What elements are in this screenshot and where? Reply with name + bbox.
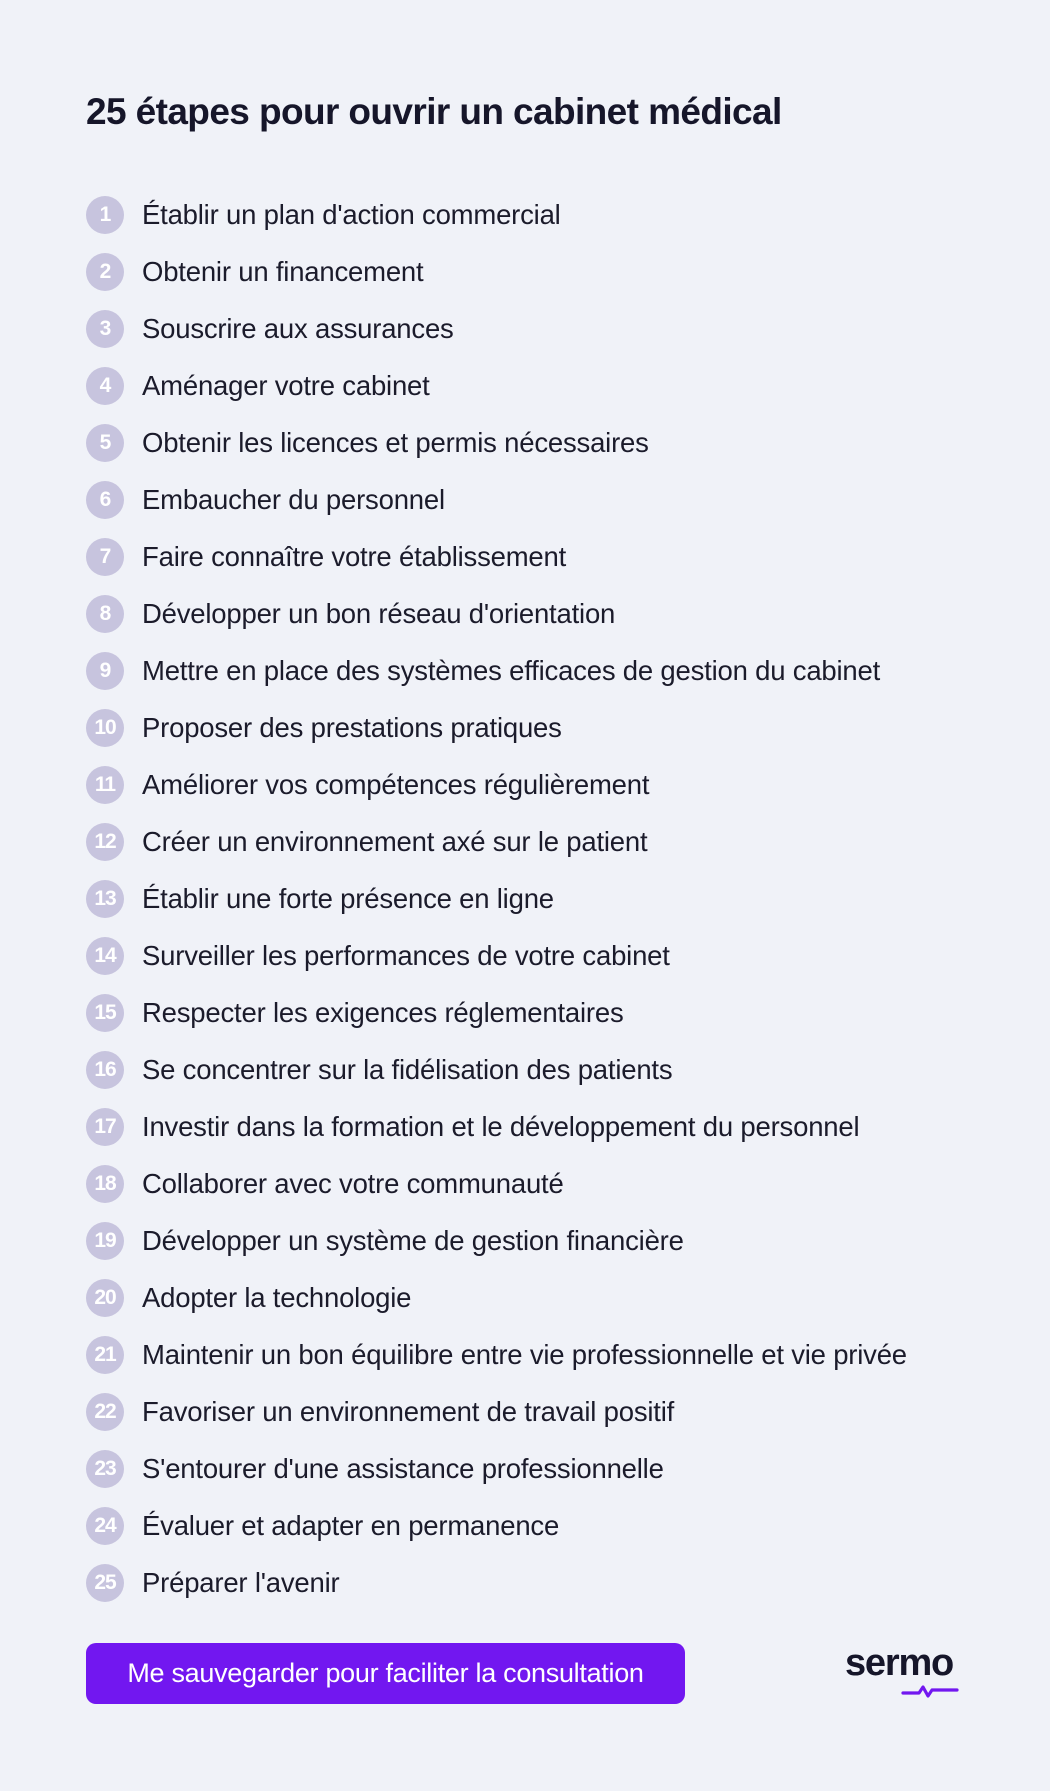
step-item <box>86 585 907 642</box>
step-number-badge: 3 <box>86 310 124 348</box>
steps-list <box>86 186 907 1611</box>
step-number-badge: 7 <box>86 538 124 576</box>
step-label: Investir dans la formation et le développement du personnel <box>142 1110 860 1142</box>
step-number-badge: 25 <box>86 1564 124 1602</box>
step-item <box>86 1554 907 1611</box>
step-item <box>86 870 907 927</box>
step-label: S'entourer d'une assistance professionnelle <box>142 1452 664 1484</box>
step-item <box>86 414 907 471</box>
step-item <box>86 471 907 528</box>
step-item <box>86 927 907 984</box>
step-item <box>86 1269 907 1326</box>
step-number-badge: 14 <box>86 937 124 975</box>
step-label: Respecter les exigences réglementaires <box>142 996 624 1028</box>
step-label: Créer un environnement axé sur le patient <box>142 825 648 857</box>
step-item <box>86 1212 907 1269</box>
step-label: Collaborer avec votre communauté <box>142 1167 564 1199</box>
step-number-badge: 18 <box>86 1165 124 1203</box>
step-number-badge: 8 <box>86 595 124 633</box>
step-number-badge: 10 <box>86 709 124 747</box>
step-number-badge: 17 <box>86 1108 124 1146</box>
step-label: Établir une forte présence en ligne <box>142 882 554 914</box>
step-item <box>86 1041 907 1098</box>
step-number-badge: 2 <box>86 253 124 291</box>
sermo-logo-icon <box>901 1684 959 1698</box>
step-number-badge: 12 <box>86 823 124 861</box>
step-item <box>86 186 907 243</box>
step-label: Obtenir les licences et permis nécessaires <box>142 426 649 458</box>
step-label: Embaucher du personnel <box>142 483 445 515</box>
step-number-badge: 16 <box>86 1051 124 1089</box>
step-item <box>86 984 907 1041</box>
step-number-badge: 24 <box>86 1507 124 1545</box>
step-number-badge: 13 <box>86 880 124 918</box>
sermo-logo[interactable] <box>845 1640 975 1702</box>
step-label: Améliorer vos compétences régulièrement <box>142 768 650 800</box>
step-number-badge: 4 <box>86 367 124 405</box>
step-item <box>86 1440 907 1497</box>
step-item <box>86 699 907 756</box>
step-number-badge: 22 <box>86 1393 124 1431</box>
step-label: Maintenir un bon équilibre entre vie professionnelle et vie privée <box>142 1338 907 1370</box>
step-label: Développer un bon réseau d'orientation <box>142 597 616 629</box>
step-number-badge: 21 <box>86 1336 124 1374</box>
step-number-badge: 6 <box>86 481 124 519</box>
step-label: Évaluer et adapter en permanence <box>142 1509 560 1541</box>
step-item <box>86 1155 907 1212</box>
step-number-badge: 9 <box>86 652 124 690</box>
step-label: Favoriser un environnement de travail positif <box>142 1395 675 1427</box>
step-item <box>86 1383 907 1440</box>
step-label: Souscrire aux assurances <box>142 312 454 344</box>
step-item <box>86 1326 907 1383</box>
step-number-badge: 20 <box>86 1279 124 1317</box>
step-item <box>86 1098 907 1155</box>
step-number-badge: 1 <box>86 196 124 234</box>
step-label: Surveiller les performances de votre cabinet <box>142 939 670 971</box>
step-item <box>86 300 907 357</box>
step-item <box>86 642 907 699</box>
step-label: Adopter la technologie <box>142 1281 412 1313</box>
step-label: Proposer des prestations pratiques <box>142 711 562 743</box>
step-label: Obtenir un financement <box>142 255 424 287</box>
step-label: Faire connaître votre établissement <box>142 540 567 572</box>
step-item <box>86 813 907 870</box>
step-number-badge: 11 <box>86 766 124 804</box>
step-number-badge: 19 <box>86 1222 124 1260</box>
step-item <box>86 243 907 300</box>
step-item <box>86 357 907 414</box>
step-label: Établir un plan d'action commercial <box>142 198 561 230</box>
step-label: Mettre en place des systèmes efficaces de gestion du cabinet <box>142 654 881 686</box>
step-label: Se concentrer sur la fidélisation des patients <box>142 1053 673 1085</box>
page-title: 25 étapes pour ouvrir un cabinet médical <box>86 91 782 132</box>
step-label: Préparer l'avenir <box>142 1566 340 1598</box>
logo-wordmark: sermo <box>845 1642 954 1684</box>
step-number-badge: 23 <box>86 1450 124 1488</box>
step-item <box>86 1497 907 1554</box>
step-item <box>86 528 907 585</box>
step-item <box>86 756 907 813</box>
step-number-badge: 5 <box>86 424 124 462</box>
step-label: Développer un système de gestion financière <box>142 1224 684 1256</box>
step-number-badge: 15 <box>86 994 124 1032</box>
step-label: Aménager votre cabinet <box>142 369 430 401</box>
save-for-later-button[interactable]: Me sauvegarder pour faciliter la consultation <box>86 1643 685 1704</box>
